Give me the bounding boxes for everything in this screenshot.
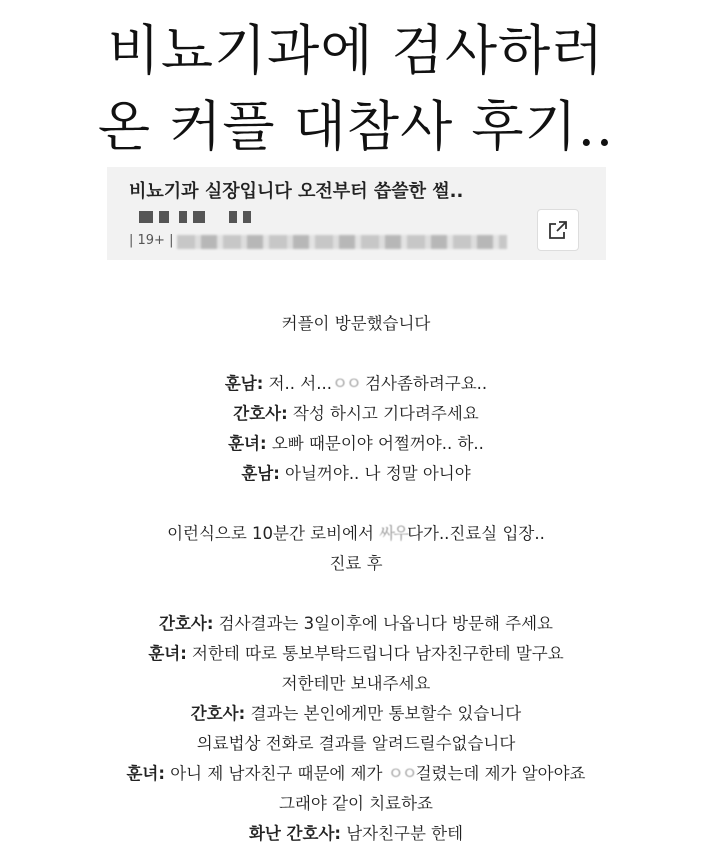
dialogue-line-3: 훈녀: 오빠 때문이야 어쩔꺼야.. 하.. bbox=[228, 434, 484, 453]
blurred-author bbox=[139, 211, 249, 225]
dialogue-line-7-cont: 의료법상 전화로 결과를 알려드릴수없습니다 bbox=[196, 734, 516, 753]
dialogue-line-5: 간호사: 검사결과는 3일이후에 나옵니다 방문해 주세요 bbox=[159, 614, 553, 633]
post-header-card[interactable] bbox=[107, 167, 606, 260]
post-meta-badge: | 19+ | bbox=[129, 233, 174, 248]
dialogue-line-8: 훈녀: 아니 제 남자친구 때문에 제가 ㅇㅇ걸렸는데 제가 알아야죠 bbox=[126, 764, 586, 783]
narration-line-2: 진료 후 bbox=[329, 554, 383, 573]
blurred-post-meta bbox=[177, 235, 507, 249]
dialogue-line-8-cont: 그래야 같이 치료하죠 bbox=[279, 794, 433, 813]
dialogue-line-2: 간호사: 작성 하시고 기다려주세요 bbox=[233, 404, 479, 423]
story-intro: 커플이 방문했습니다 bbox=[281, 314, 431, 333]
headline-line-1: 비뇨기과에 검사하러 bbox=[107, 19, 605, 82]
dialogue-line-7: 간호사: 결과는 본인에게만 통보할수 있습니다 bbox=[190, 704, 522, 723]
dialogue-line-1: 훈남: 저.. 서...ㅇㅇ 검사좀하려구요.. bbox=[224, 374, 488, 393]
dialogue-line-4: 훈남: 아닐꺼야.. 나 정말 아니야 bbox=[241, 464, 471, 483]
dialogue-line-6-cont: 저한테만 보내주세요 bbox=[281, 674, 431, 693]
narration-line-1: 이런식으로 10분간 로비에서 싸우다가..진료실 입장.. bbox=[167, 524, 545, 543]
share-button[interactable] bbox=[537, 209, 579, 251]
post-title: 비뇨기과 실장입니다 오전부터 씁쓸한 썰.. bbox=[129, 181, 464, 202]
dialogue-line-6: 훈녀: 저한테 따로 통보부탁드립니다 남자친구한테 말구요 bbox=[148, 644, 564, 663]
dialogue-line-9: 화난 간호사: 남자친구분 한테 bbox=[248, 824, 464, 843]
share-icon bbox=[546, 218, 570, 242]
headline-line-2: 온 커플 대참사 후기.. bbox=[97, 95, 615, 158]
